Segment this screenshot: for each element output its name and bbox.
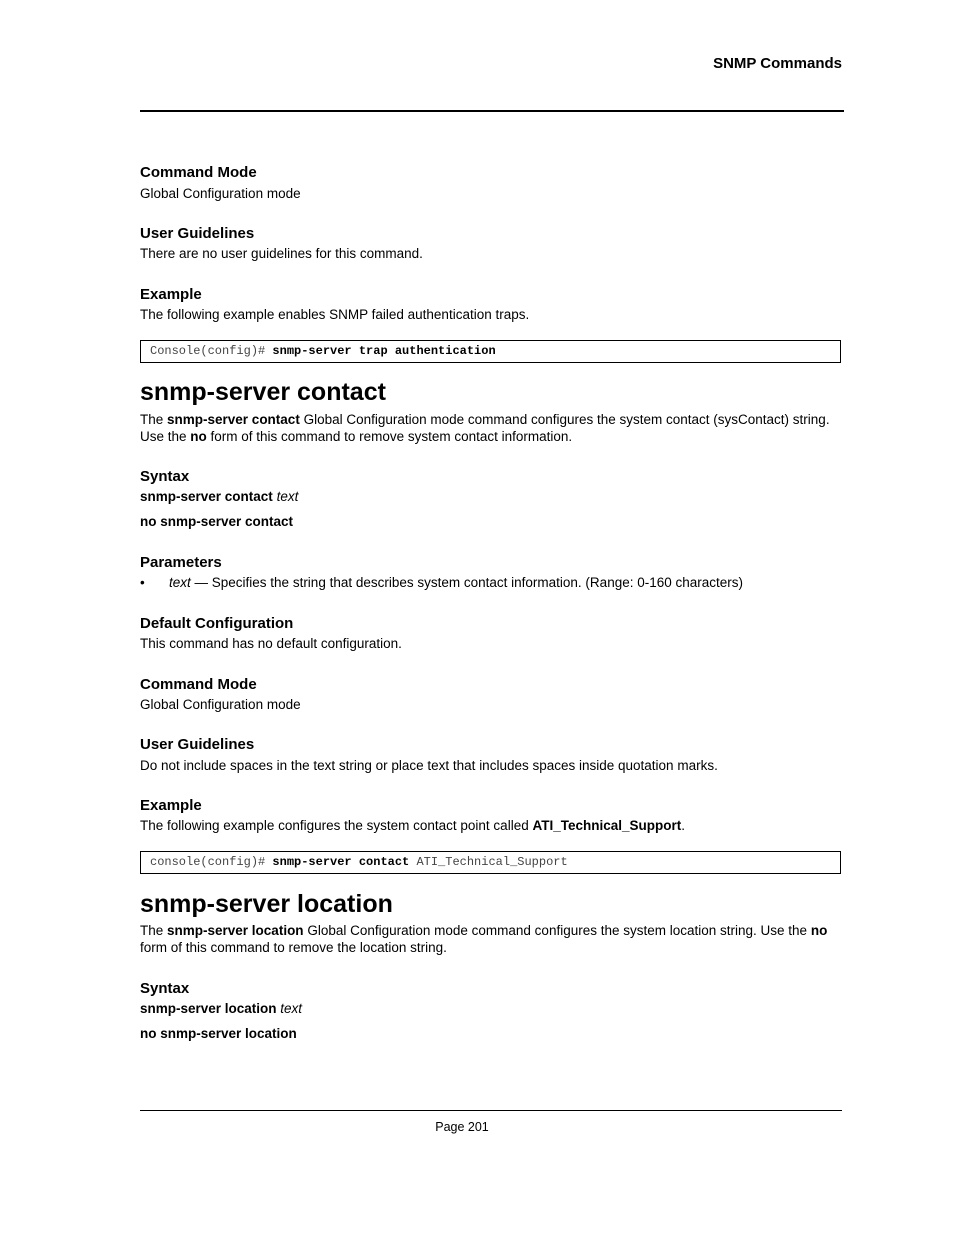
code-prompt: Console(config)#: [150, 344, 273, 358]
syntax-no-line: no snmp-server contact: [140, 514, 294, 529]
page-number: Page 201: [435, 1120, 489, 1134]
syntax-line: snmp-server location text: [140, 1001, 303, 1016]
example-text: The following example configures the system contact point called ATI_Technical_Support.: [140, 818, 686, 833]
header-rule: [140, 110, 844, 112]
user-guidelines-heading: User Guidelines: [140, 225, 255, 242]
code-command: snmp-server contact: [272, 855, 410, 869]
code-command: snmp-server trap authentication: [272, 344, 496, 358]
user-guidelines-heading: User Guidelines: [140, 736, 255, 753]
code-example-trap: [140, 340, 841, 363]
location-intro: The snmp-server location Global Configuration mode command configures the system location string. Use the no form of this command to remove the location string.: [140, 923, 828, 955]
running-head: SNMP Commands: [713, 55, 842, 72]
default-config-text: This command has no default configuration.: [140, 636, 402, 651]
example-text: The following example enables SNMP failed authentication traps.: [140, 307, 530, 322]
bullet-icon: •: [140, 575, 145, 590]
user-guidelines-text: Do not include spaces in the text string or place text that includes spaces inside quotation marks.: [140, 758, 718, 773]
user-guidelines-text: There are no user guidelines for this command.: [140, 246, 423, 261]
example-heading: Example: [140, 286, 202, 303]
code-prompt: console(config)#: [150, 855, 273, 869]
syntax-heading: Syntax: [140, 980, 190, 997]
command-mode-heading: Command Mode: [140, 164, 257, 181]
code-argument: ATI_Technical_Support: [409, 855, 568, 869]
code-example-contact: [140, 851, 841, 874]
example-heading: Example: [140, 797, 202, 814]
command-mode-heading: Command Mode: [140, 676, 257, 693]
parameter-item: text — Specifies the string that describes system contact information. (Range: 0-160 characters): [169, 575, 744, 590]
footer-rule: [140, 1110, 842, 1111]
syntax-heading: Syntax: [140, 468, 190, 485]
section-title-contact: snmp-server contact: [140, 378, 386, 406]
parameters-heading: Parameters: [140, 554, 222, 571]
contact-intro: The snmp-server contact Global Configuration mode command configures the system contact (sysContact) string. Use the no form of this command to remove system contact information.: [140, 412, 830, 444]
syntax-no-line: no snmp-server location: [140, 1026, 297, 1041]
default-config-heading: Default Configuration: [140, 615, 294, 632]
syntax-line: snmp-server contact text: [140, 489, 299, 504]
command-mode-text: Global Configuration mode: [140, 697, 301, 712]
section-title-location: snmp-server location: [140, 890, 393, 918]
command-mode-text: Global Configuration mode: [140, 186, 301, 201]
